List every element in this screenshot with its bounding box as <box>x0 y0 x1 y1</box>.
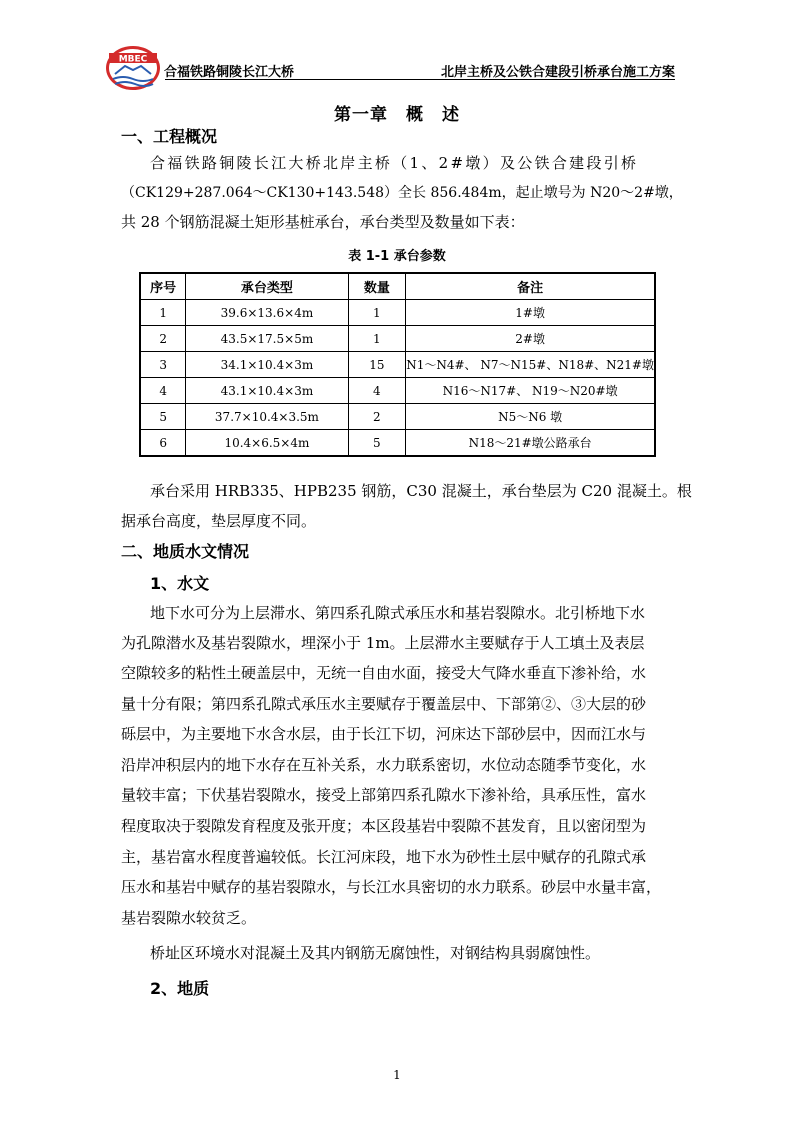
paragraph-line: （CK129+287.064～CK130+143.548）全长 856.484m，起止墩号为 N20～2#墩， <box>121 185 683 201</box>
page-header <box>105 44 675 92</box>
paragraph-line: 地下水可分为上层滞水、第四系孔隙式承压水和基岩裂隙水。北引桥地下水 <box>150 604 646 622</box>
cell-quantity: 2 <box>348 404 406 430</box>
table-row <box>140 404 655 430</box>
cell-quantity: 4 <box>348 378 406 404</box>
paragraph-line: 沿岸冲积层内的地下水存在互补关系，水力联系密切，水位动态随季节变化，水 <box>121 756 647 774</box>
cell-remarks: N5～N6 墩 <box>406 404 655 430</box>
table-row <box>140 300 655 326</box>
paragraph-line: 量较丰富；下伏基岩裂隙水，接受上部第四系孔隙水下渗补给，具承压性，富水 <box>121 786 647 804</box>
paragraph-line: 基岩裂隙水较贫乏。 <box>121 909 257 927</box>
paragraph-line: 量十分有限；第四系孔隙式承压水主要赋存于覆盖层中、下部第②、③大层的砂 <box>121 695 647 713</box>
paragraph-line: 承台采用 HRB335、HPB235 钢筋，C30 混凝土，承台垫层为 C20 混凝土。根 <box>150 482 692 500</box>
table-row <box>140 352 655 378</box>
paragraph-line: 压水和基岩中赋存的基岩裂隙水，与长江水具密切的水力联系。砂层中水量丰富， <box>121 878 662 896</box>
table-header-row <box>140 273 655 300</box>
cell-type: 43.1×10.4×3m <box>186 378 348 404</box>
header-project-name: 合福铁路铜陵长江大桥 <box>164 65 295 80</box>
section-heading-geology-hydrology: 二、地质水文情况 <box>121 542 250 561</box>
cell-no: 1 <box>140 300 186 326</box>
cell-remarks: N18～21#墩公路承台 <box>406 430 655 457</box>
cell-type: 34.1×10.4×3m <box>186 352 348 378</box>
table-row <box>140 326 655 352</box>
cell-type: 39.6×13.6×4m <box>186 300 348 326</box>
table-row <box>140 378 655 404</box>
paragraph-line: 为孔隙潜水及基岩裂隙水，埋深小于 1m。上层滞水主要赋存于人工填土及表层 <box>121 634 645 652</box>
paragraph-line: 空隙较多的粘性土硬盖层中，无统一自由水面，接受大气降水垂直下渗补给，水 <box>121 664 647 682</box>
section-heading-overview: 一、工程概况 <box>121 127 218 146</box>
cell-no: 5 <box>140 404 186 430</box>
paragraph-line: 程度取决于裂隙发育程度及张开度；本区段基岩中裂隙不甚发育，且以密闭型为 <box>121 817 647 835</box>
table-row <box>140 430 655 457</box>
paragraph-line: 合福铁路铜陵长江大桥北岸主桥（1、2#墩）及公铁合建段引桥 <box>150 154 639 172</box>
cell-no: 2 <box>140 326 186 352</box>
cell-remarks: 1#墩 <box>406 300 655 326</box>
subheading-geology: 2、地质 <box>150 979 210 998</box>
cell-remarks: N1～N4#、 N7～N15#、N18#、N21#墩 <box>406 352 655 378</box>
paragraph-line: 据承台高度，垫层厚度不同。 <box>121 512 317 530</box>
page-number: 1 <box>393 1068 401 1082</box>
cell-no: 3 <box>140 352 186 378</box>
cell-quantity: 15 <box>348 352 406 378</box>
column-header-no: 序号 <box>140 273 186 300</box>
paragraph-line: 主，基岩富水程度普遍较低。长江河床段，地下水为砂性土层中赋存的孔隙式承 <box>121 848 647 866</box>
column-header-quantity: 数量 <box>348 273 406 300</box>
cell-quantity: 5 <box>348 430 406 457</box>
subheading-hydrology: 1、水文 <box>150 574 210 593</box>
chapter-title: 第一章 概 述 <box>334 105 460 125</box>
cell-remarks: 2#墩 <box>406 326 655 352</box>
paragraph-line: 砾层中，为主要地下水含水层，由于长江下切，河床达下部砂层中，因而江水与 <box>121 725 647 743</box>
column-header-type: 承台类型 <box>186 273 348 300</box>
column-header-remarks: 备注 <box>406 273 655 300</box>
logo-text: MBEC <box>118 54 148 65</box>
cell-quantity: 1 <box>348 300 406 326</box>
table-caption: 表 1-1 承台参数 <box>348 249 446 264</box>
mbec-logo <box>105 44 163 92</box>
cell-quantity: 1 <box>348 326 406 352</box>
cell-no: 4 <box>140 378 186 404</box>
cell-remarks: N16～N17#、 N19～N20#墩 <box>406 378 655 404</box>
paragraph-line: 共 28 个钢筋混凝土矩形基桩承台，承台类型及数量如下表： <box>121 213 525 231</box>
header-document-title: 北岸主桥及公铁合建段引桥承台施工方案 <box>440 65 675 80</box>
cell-type: 43.5×17.5×5m <box>186 326 348 352</box>
cell-no: 6 <box>140 430 186 457</box>
cell-type: 10.4×6.5×4m <box>186 430 348 457</box>
paragraph-line: 桥址区环境水对混凝土及其内钢筋无腐蚀性，对钢结构具弱腐蚀性。 <box>150 944 601 962</box>
header-rule <box>165 79 675 80</box>
cap-parameters-table <box>139 272 656 457</box>
cell-type: 37.7×10.4×3.5m <box>186 404 348 430</box>
